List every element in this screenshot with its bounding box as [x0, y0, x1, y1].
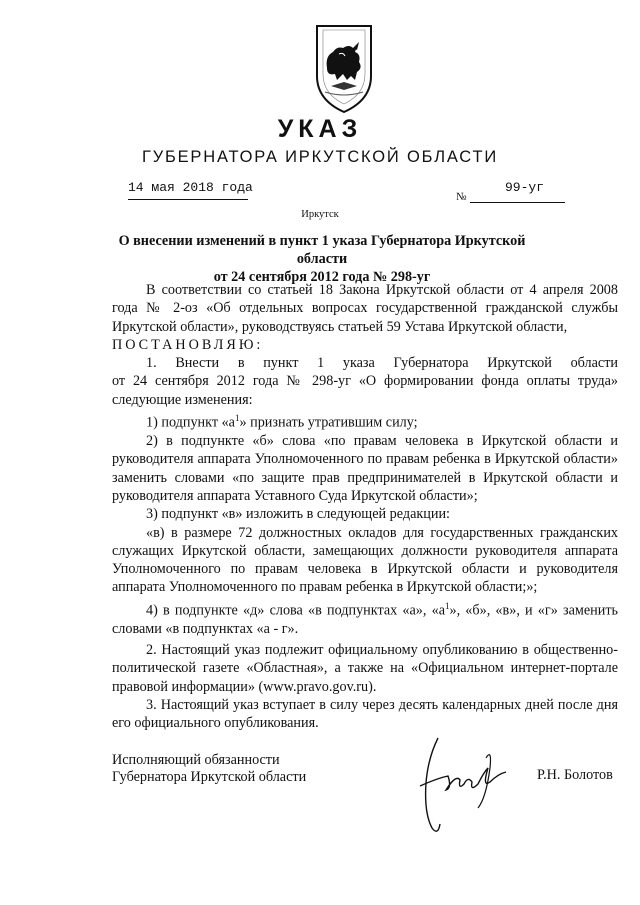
subitem-4-text-start: 4) в подпункте «д» слова «в подпунктах «а», «а: [146, 602, 445, 619]
subitem-1-superscript: 1: [234, 413, 240, 424]
signatory-position-line-2: Губернатора Иркутской области: [112, 769, 307, 785]
issuer-title: ГУБЕРНАТОРА ИРКУТСКОЙ ОБЛАСТИ: [141, 148, 499, 166]
subitem-3: 3) подпункт «в» изложить в следующей редакции:: [146, 506, 450, 523]
date-underline: [128, 199, 248, 200]
preamble-paragraph: В соответствии со статьей 18 Закона Иркутской области от 4 апреля 2008 года № 2-оз «Об отдельных вопросах государственной гражданской службы Иркутской области», руководствуясь статьей 59 Устава Иркутской области,: [112, 282, 618, 335]
signatory-position: [112, 752, 306, 786]
decree-word: ПОСТАНОВЛЯЮ:: [112, 336, 264, 353]
number-sign: №: [456, 191, 467, 203]
decree-body: [112, 281, 618, 733]
item-2: 2. Настоящий указ подлежит официальному опубликованию в общественно-политической газете «Областная», а также на «Официальном интернет-портале правовой информации» (www.pravo.gov.ru).: [112, 642, 618, 695]
subject-line-2: от 24 сентября 2012 года № 298-уг: [213, 269, 431, 285]
subitem-4-text-end: », «б», «в», и «г» заменить словами «в подпунктах «а - г».: [112, 602, 618, 637]
new-wording-quote: «в) в размере 72 должностных окладов для государственных гражданских служащих Иркутской области, замещающих должности руководителя аппарата Уполномоченного по правам человека в Иркутской области и руководителя аппарата Уполномоченного по правам ребенка в Иркутской области;»;: [112, 524, 618, 596]
coat-of-arms-icon: [313, 24, 375, 114]
subitem-4: [112, 597, 618, 638]
subitem-2: 2) в подпункте «б» слова «по правам человека в Иркутской области и руководителя аппарата Уполномоченного по правам ребенка в Иркутской области» заменить словами «по защите прав предпринимателей в Иркутской области и руководителя аппарата Уставного Суда Иркутской области»;: [112, 433, 618, 504]
item-1-continuation: от 24 сентября 2012 года № 298-уг «О формировании фонда оплаты труда» следующие изменения:: [112, 373, 618, 408]
subject-line-1: О внесении изменений в пункт 1 указа Губернатора Иркутской области: [118, 233, 526, 267]
subitem-1-text-end: » признать утратившим силу;: [239, 414, 418, 431]
subitem-4-superscript: 1: [445, 600, 450, 611]
number-underline: [470, 202, 565, 203]
signatory-name: Р.Н. Болотов: [537, 767, 613, 783]
item-1-intro: 1. Внести в пункт 1 указа Губернатора Иркутской области: [146, 355, 618, 372]
decree-subject: [112, 232, 532, 286]
decree-number: 99-уг: [505, 180, 545, 195]
issue-city: Иркутск: [301, 209, 339, 220]
signatory-position-line-1: Исполняющий обязанности: [112, 752, 280, 768]
subitem-1-text-start: 1) подпункт «а: [146, 414, 235, 431]
subitem-1: [112, 409, 618, 432]
handwritten-signature: [398, 728, 518, 838]
decree-date: 14 мая 2018 года: [128, 180, 253, 195]
item-3: 3. Настоящий указ вступает в силу через десять календарных дней после дня его официального опубликования.: [112, 697, 618, 732]
document-type-title: УКАЗ: [277, 115, 363, 143]
